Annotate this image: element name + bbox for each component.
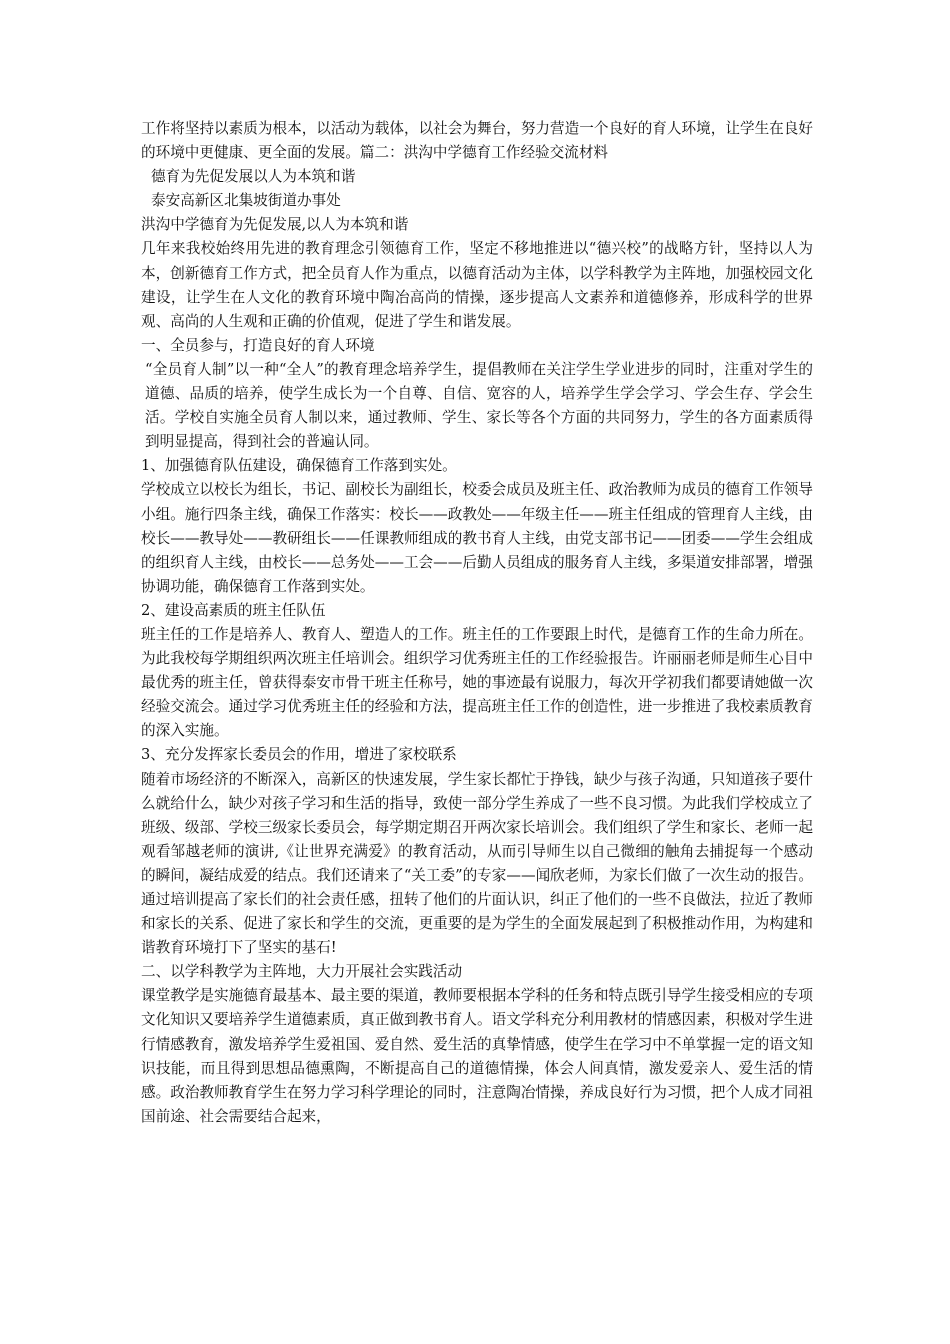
section-heading-1: 一、全员参与，打造良好的育人环境 <box>141 336 375 354</box>
document-subtitle: 德育为先促发展以人为本筑和谐 <box>151 168 356 186</box>
subheading-1-2: 2、建设高素质的班主任队伍 <box>141 601 326 619</box>
paragraph-intro-continuation: 工作将坚持以素质为根本，以活动为载体，以社会为舞台，努力营造一个良好的育人环境，让学生在良好的环境中更健康、更全面的发展。篇二：洪沟中学德育工作经验交流材料 <box>141 120 813 162</box>
document-body <box>141 117 813 1129</box>
paragraph-section-1: “全员育人制”以一种“全人”的教育理念培养学生，提倡教师在关注学生学业进步的同时，注重对学生的道德、品质的培养，使学生成长为一个自尊、自信、宽容的人，培养学生学会学习、学会生存、学会生活。学校自实施全员育人制以来，通过教师、学生、家长等各个方面的共同努力，学生的各方面素质得到明显提高，得到社会的普遍认同。 <box>145 360 813 451</box>
paragraph-overview: 几年来我校始终用先进的教育理念引领德育工作，坚定不移地推进以“德兴校”的战略方针，坚持以人为本，创新德育工作方式，把全员育人作为重点，以德育活动为主体，以学科教学为主阵地，加强校园文化建设，让学生在人文化的教育环境中陶冶高尚的情操，逐步提高人文素养和道德修养，形成科学的世界观、高尚的人生观和正确的价值观，促进了学生和谐发展。 <box>141 240 813 330</box>
subheading-1-1: 1、加强德育队伍建设，确保德育工作落到实处。 <box>141 457 457 475</box>
section-heading-2: 二、以学科教学为主阵地，大力开展社会实践活动 <box>141 963 463 981</box>
document-office: 泰安高新区北集坡街道办事处 <box>151 192 341 210</box>
document-title: 洪沟中学德育为先促发展,以人为本筑和谐 <box>141 216 409 234</box>
paragraph-section-2: 课堂教学是实施德育最基本、最主要的渠道，教师要根据本学科的任务和特点既引导学生接受相应的专项文化知识又要培养学生道德素质，真正做到教书育人。语文学科充分利用教材的情感因素，积极对学生进行情感教育，激发培养学生爱祖国、爱自然、爱生活的真挚情感，使学生在学习中不单掌握一定的语文知识技能，而且得到思想品德熏陶，不断提高自己的道德情操，体会人间真情，激发爱亲人、爱生活的情感。政治教师教育学生在努力学习科学理论的同时，注意陶冶情操，养成良好行为习惯，把个人成才同祖国前途、社会需要结合起来， <box>141 987 813 1125</box>
paragraph-1-3: 随着市场经济的不断深入，高新区的快速发展，学生家长都忙于挣钱，缺少与孩子沟通，只知道孩子要什么就给什么，缺少对孩子学习和生活的指导，致使一部分学生养成了一些不良习惯。为此我们学校成立了班级、级部、学校三级家长委员会，每学期定期召开两次家长培训会。我们组织了学生和家长、老师一起观看邹越老师的演讲,《让世界充满爱》的教育活动，从而引导师生以自己微细的触角去捕捉每一个感动的瞬间，凝结成爱的结点。我们还请来了“关工委”的专家——闻欣老师，为家长们做了一次生动的报告。通过培训提高了家长们的社会责任感，扭转了他们的片面认识，纠正了他们的一些不良做法，拉近了教师和家长的关系、促进了家长和学生的交流，更重要的是为学生的全面发展起到了积极推动作用，为构建和谐教育环境打下了坚实的基石! <box>141 770 813 957</box>
subheading-1-3: 3、充分发挥家长委员会的作用，增进了家校联系 <box>141 746 457 764</box>
paragraph-1-2: 班主任的工作是培养人、教育人、塑造人的工作。班主任的工作要跟上时代，是德育工作的生命力所在。为此我校每学期组织两次班主任培训会。组织学习优秀班主任的工作经验报告。许丽丽老师是师生心目中最优秀的班主任，曾获得泰安市骨干班主任称号，她的事迹最有说服力，每次开学初我们都要请她做一次经验交流会。通过学习优秀班主任的经验和方法，提高班主任工作的创造性，进一步推进了我校素质教育的深入实施。 <box>141 625 813 740</box>
paragraph-1-1: 学校成立以校长为组长，书记、副校长为副组长，校委会成员及班主任、政治教师为成员的德育工作领导小组。施行四条主线，确保工作落实：校长——政教处——年级主任——班主任组成的管理育人主线，由校长——教导处——教研组长——任课教师组成的教书育人主线，由党支部书记——团委——学生会组成的组织育人主线，由校长——总务处——工会——后勤人员组成的服务育人主线，多渠道安排部署，增强协调功能，确保德育工作落到实处。 <box>141 481 813 595</box>
